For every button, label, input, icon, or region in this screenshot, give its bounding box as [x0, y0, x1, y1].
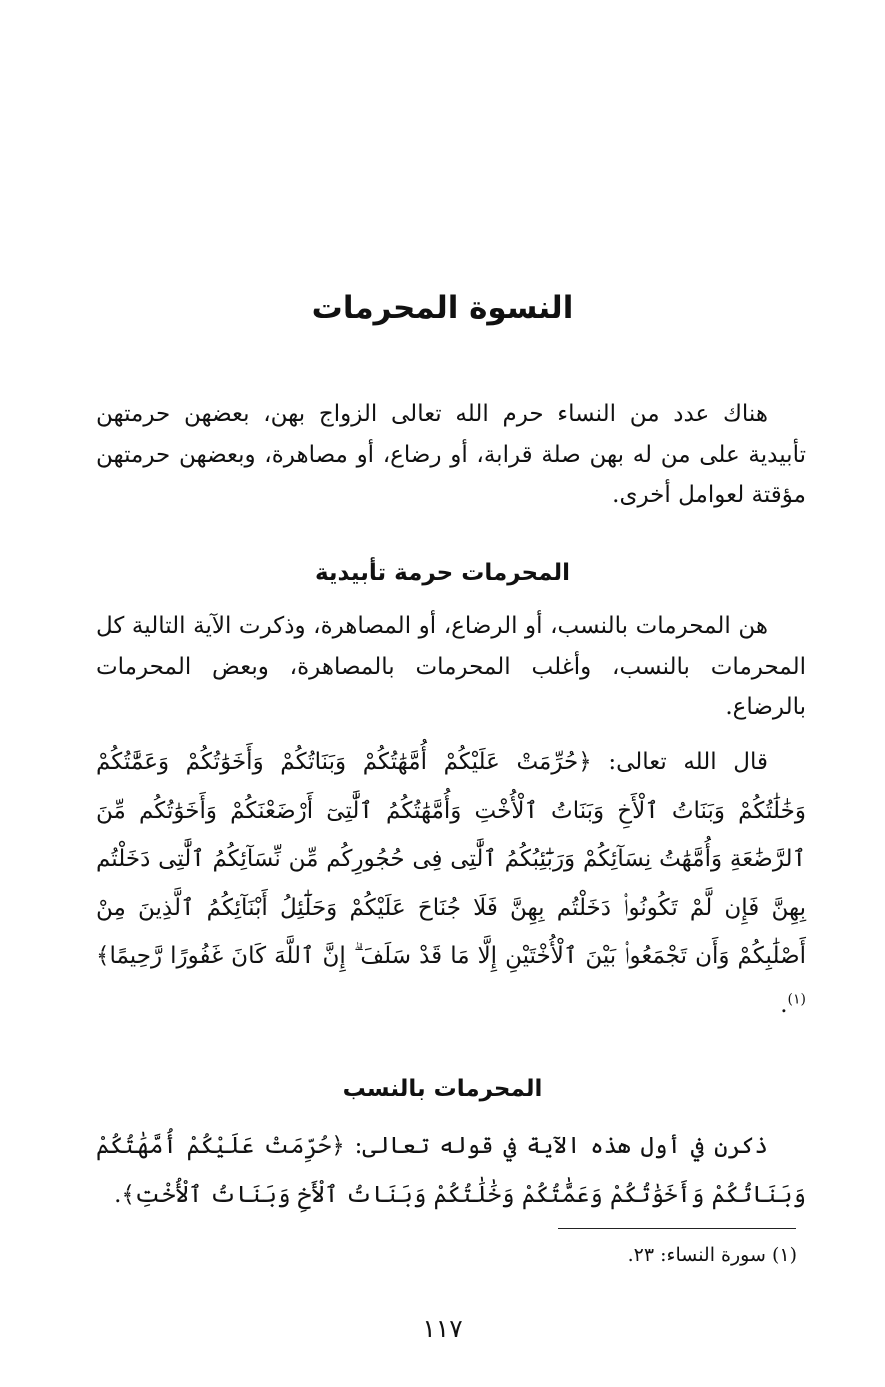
quran-verse-paragraph [96, 738, 806, 1029]
page-title: النسوة المحرمات [311, 290, 574, 326]
page-number: ١١٧ [422, 1314, 463, 1343]
footnote-reference: (١) [787, 990, 806, 1007]
section-heading-lineage: المحرمات بالنسب [342, 1076, 543, 1102]
permanent-paragraph: هن المحرمات بالنسب، أو الرضاع، أو المصاهرة، وذكرت الآية التالية كل المحرمات بالنسب، وأغلب المحرمات بالمصاهرة، وبعض المحرمات بالرضاع. [96, 613, 806, 720]
footnote: (١) سورة النساء: ٢٣. [627, 1244, 797, 1266]
verse-end-mark: . [780, 991, 788, 1018]
lineage-paragraph: ذكرن في أول هذه الآية في قوله تعالى: ﴿حُرِّمَتْ عَلَيْكُمْ أُمَّهَٰتُكُمْ وَبَنَاتُكُمْ وَأَخَوَٰتُكُمْ وَعَمَّٰتُكُمْ وَخَٰلَٰتُكُمْ وَبَنَاتُ ٱلْأَخِ وَبَنَاتُ ٱلْأُخْتِ﴾. [96, 1133, 806, 1208]
intro-paragraph: هناك عدد من النساء حرم الله تعالى الزواج بهن، بعضهن حرمتهن تأبيدية على من له بهن صلة قرابة، أو رضاع، أو مصاهرة، وبعضهن حرمتهن مؤقتة لعوامل أخرى. [96, 401, 806, 508]
section-heading-permanent: المحرمات حرمة تأبيدية [314, 560, 571, 586]
quran-verse-text: قال الله تعالى: ﴿حُرِّمَتْ عَلَيْكُمْ أُمَّهَٰتُكُمْ وَبَنَاتُكُمْ وَأَخَوَٰتُكُمْ وَعَمَّٰتُكُمْ وَخَٰلَٰتُكُمْ وَبَنَاتُ ٱلْأَخِ وَبَنَاتُ ٱلْأُخْتِ وَأُمَّهَٰتُكُمُ ٱلَّٰتِىٓ أَرْضَعْنَكُمْ وَأَخَوَٰتُكُم مِّنَ ٱلرَّضَٰعَةِ وَأُمَّهَٰتُ نِسَآئِكُمْ وَرَبَٰٓئِبُكُمُ ٱلَّٰتِى فِى حُجُورِكُم مِّن نِّسَآئِكُمُ ٱلَّٰتِى دَخَلْتُم بِهِنَّ فَإِن لَّمْ تَكُونُوا۟ دَخَلْتُم بِهِنَّ فَلَا جُنَاحَ عَلَيْكُمْ وَحَلَٰٓئِلُ أَبْنَآئِكُمُ ٱلَّذِينَ مِنْ أَصْلَٰبِكُمْ وَأَن تَجْمَعُوا۟ بَيْنَ ٱلْأُخْتَيْنِ إِلَّا مَا قَدْ سَلَفَ ۗ إِنَّ ٱللَّهَ كَانَ غَفُورًا رَّحِيمًا﴾ [96, 749, 806, 969]
footnote-divider [558, 1228, 796, 1229]
